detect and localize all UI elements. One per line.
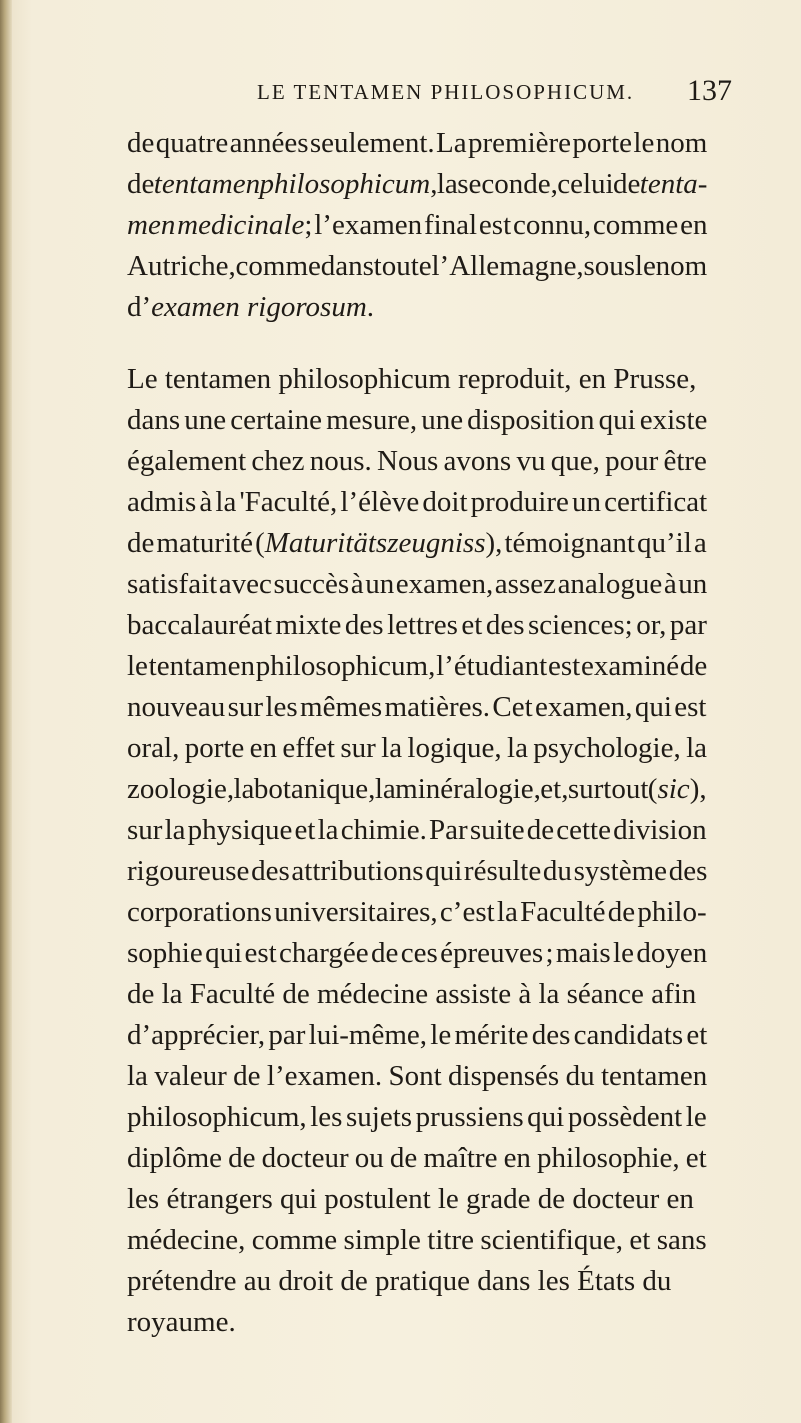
italic-text: examen rigorosum (151, 291, 367, 323)
text-line (127, 482, 707, 523)
text-run: sophie qui est chargée de ces épreuves ; mais le doyen (127, 937, 708, 969)
text-run: , la seconde, celui de (430, 168, 640, 200)
text-line (127, 728, 707, 769)
text-run: sur la physique et la chimie. Par suite de cette division (127, 814, 707, 846)
italic-text: sic (657, 773, 690, 805)
text-line (127, 851, 707, 892)
text-line (127, 646, 707, 687)
italic-text: tenta- (639, 168, 708, 200)
text-line (127, 564, 707, 605)
text-line (127, 892, 707, 933)
text-line (127, 1302, 707, 1343)
text-line (127, 974, 707, 1015)
page-number: 137 (687, 74, 732, 107)
text-run: de (127, 168, 154, 200)
text-run: Le tentamen philosophicum reproduit, en Prusse, (127, 363, 697, 395)
text-line (127, 287, 707, 328)
running-head (257, 74, 732, 120)
text-run: rigoureuse des attributions qui résulte du système des (127, 855, 708, 887)
text-line (127, 1220, 707, 1261)
text-run: satisfait avec succès à un examen, assez analogue à un (127, 568, 708, 600)
text-line (127, 523, 707, 564)
binding-edge (0, 0, 12, 1423)
paragraph (127, 359, 707, 1343)
paragraph (127, 123, 707, 328)
text-line (127, 605, 707, 646)
text-line (127, 1261, 707, 1302)
text-run: d’apprécier, par lui-même, le mérite des candidats et (127, 1019, 708, 1051)
text-run: admis à la 'Faculté, l’élève doit produire un certificat (127, 486, 708, 518)
text-line (127, 400, 707, 441)
text-run: oral, porte en effet sur la logique, la psychologie, la (127, 732, 707, 764)
italic-text: Maturitätszeugniss (264, 527, 486, 559)
text-line (127, 933, 707, 974)
text-run: également chez nous. Nous avons vu que, pour être (127, 445, 707, 477)
text-line (127, 810, 707, 851)
text-line (127, 359, 707, 400)
text-run: dans une certaine mesure, une disposition qui existe (127, 404, 708, 436)
text-run: de la Faculté de médecine assiste à la séance afin (127, 978, 697, 1010)
text-run: . (366, 291, 375, 323)
text-run: ; l’examen final est connu, comme en (304, 209, 708, 241)
text-run: prétendre au droit de pratique dans les États du (127, 1265, 672, 1297)
running-title: LE TENTAMEN PHILOSOPHICUM. (257, 80, 635, 104)
text-run: ), témoignant qu’il a (485, 527, 707, 559)
text-line (127, 441, 707, 482)
text-run: les étrangers qui postulent le grade de docteur en (127, 1183, 694, 1215)
body-text (127, 123, 707, 1343)
text-run: de quatre années seulement. La première porte le nom (127, 127, 708, 159)
text-run: ), (689, 773, 707, 805)
text-line (127, 687, 707, 728)
text-run: philosophicum, les sujets prussiens qui possèdent le (127, 1101, 707, 1133)
text-run: nouveau sur les mêmes matières. Cet examen, qui est (127, 691, 707, 723)
text-line (127, 1097, 707, 1138)
text-run: baccalauréat mixte des lettres et des sciences; or, par (127, 609, 707, 641)
text-run: d’ (127, 291, 152, 323)
text-run: diplôme de docteur ou de maître en philosophie, et (127, 1142, 707, 1174)
text-run: corporations universitaires, c’est la Faculté de philo- (127, 896, 707, 928)
text-line (127, 769, 707, 810)
italic-text: men medicinale (127, 209, 305, 241)
text-line (127, 1138, 707, 1179)
text-run: médecine, comme simple titre scientifique, et sans (127, 1224, 707, 1256)
text-line (127, 164, 707, 205)
text-line (127, 1056, 707, 1097)
text-line (127, 246, 707, 287)
italic-text: tentamen philosophicum (153, 168, 431, 200)
text-run: la valeur de l’examen. Sont dispensés du tentamen (127, 1060, 708, 1092)
text-line (127, 1179, 707, 1220)
text-run: zoologie, la botanique, la minéralogie, et, surtout ( (127, 773, 658, 805)
text-line (127, 123, 707, 164)
text-run: Autriche, comme dans toute l’Allemagne, sous le nom (127, 250, 708, 282)
text-run: de maturité ( (127, 527, 265, 559)
text-run: royaume. (127, 1306, 236, 1338)
text-run: le tentamen philosophicum, l’étudiant est examiné de (127, 650, 708, 682)
text-line (127, 205, 707, 246)
text-line (127, 1015, 707, 1056)
